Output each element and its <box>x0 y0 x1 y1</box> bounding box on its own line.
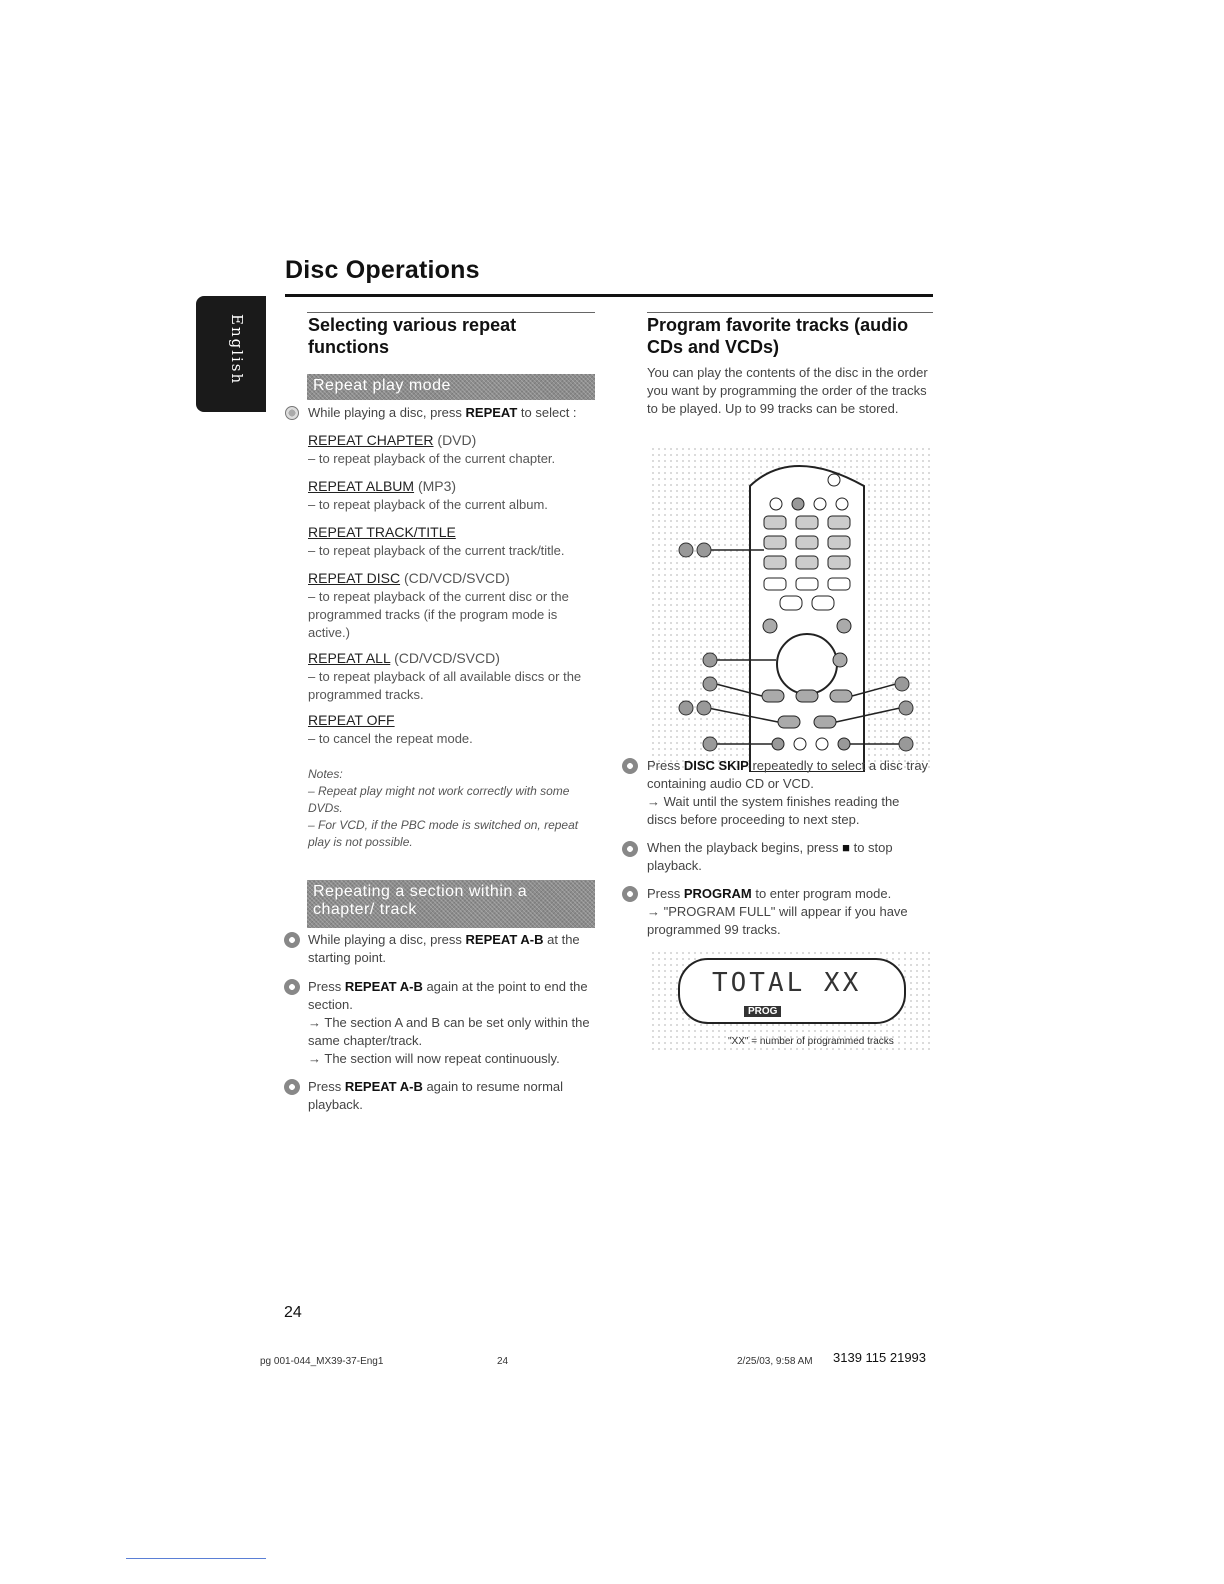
right-column-rule <box>647 312 933 313</box>
page-title: Disc Operations <box>285 256 480 284</box>
option-repeat-chapter: REPEAT CHAPTER (DVD) – to repeat playback of the current chapter. <box>308 432 556 466</box>
footer-page: 24 <box>497 1356 509 1367</box>
remote-control-illustration <box>650 446 934 772</box>
program-intro: You can play the contents of the disc in the order you want by programming the order of the tracks to be played. Up to 99 tracks can be stored. <box>647 365 928 416</box>
repeat-intro: While playing a disc, press REPEAT to select : <box>308 405 577 420</box>
display-caption: "XX" = number of programmed tracks <box>728 1036 894 1047</box>
option-repeat-off: REPEAT OFF – to cancel the repeat mode. <box>308 712 473 746</box>
notes-block <box>308 766 596 851</box>
footer-timestamp: 2/25/03, 9:58 AM <box>737 1356 813 1367</box>
step-3-icon <box>284 1079 300 1095</box>
program-step-2-icon <box>622 841 638 857</box>
left-section-heading: Selecting various repeat functions <box>308 315 517 357</box>
ab-step-3: Press REPEAT A-B again to resume normal playback. <box>308 1079 564 1112</box>
option-repeat-album: REPEAT ALBUM (MP3) – to repeat playback of the current album. <box>308 478 548 512</box>
display-text: TOTAL XX <box>712 968 862 998</box>
bullet-icon <box>285 406 299 420</box>
bottom-line <box>126 1558 266 1559</box>
repeat-section-band: Repeating a section within a chapter/ track <box>307 880 595 928</box>
language-tab <box>196 296 266 412</box>
note-item: – For VCD, if the PBC mode is switched on, repeat play is not possible. <box>308 818 579 849</box>
step-2-icon <box>284 979 300 995</box>
footer-code: 3139 115 21993 <box>833 1350 927 1365</box>
program-step-2: When the playback begins, press ■ to stop playback. <box>647 840 893 873</box>
repeat-play-mode-band: Repeat play mode <box>307 374 595 400</box>
language-tab-label: English <box>228 314 246 386</box>
option-repeat-all: REPEAT ALL (CD/VCD/SVCD) – to repeat playback of all available discs or the programmed tracks. <box>308 650 582 702</box>
ab-step-1: While playing a disc, press REPEAT A-B at the starting point. <box>308 932 580 965</box>
program-step-1: Press DISC SKIP repeatedly to select a disc tray containing audio CD or VCD. → Wait until the system finishes reading the discs before proceeding to next step. <box>647 758 929 827</box>
step-1-icon <box>284 932 300 948</box>
notes-label: Notes: <box>308 767 343 781</box>
left-column-rule <box>307 312 595 313</box>
option-repeat-track-title: REPEAT TRACK/TITLE – to repeat playback of the current track/title. <box>308 524 565 558</box>
note-item: – Repeat play might not work correctly with some DVDs. <box>308 784 570 815</box>
remote-control-drawing <box>650 446 934 772</box>
title-rule <box>285 294 933 297</box>
footer-file: pg 001-044_MX39-37-Eng1 <box>260 1356 384 1367</box>
option-repeat-disc: REPEAT DISC (CD/VCD/SVCD) – to repeat playback of the current disc or the programmed tracks (if the program mode is active.) <box>308 570 569 640</box>
page-number: 24 <box>284 1304 302 1321</box>
display-illustration <box>650 950 934 1052</box>
right-section-heading: Program favorite tracks (audio CDs and VCDs) <box>647 315 909 357</box>
repeat-options <box>308 432 596 758</box>
ab-step-2: Press REPEAT A-B again at the point to end the section. → The section A and B can be set only within the same chapter/track. → The section will now repeat continuously. <box>308 979 590 1066</box>
program-step-3-icon <box>622 886 638 902</box>
prog-badge: PROG <box>744 1006 781 1017</box>
program-step-1-icon <box>622 758 638 774</box>
program-step-3: Press PROGRAM to enter program mode. → "PROGRAM FULL" will appear if you have programmed 99 tracks. <box>647 886 908 937</box>
